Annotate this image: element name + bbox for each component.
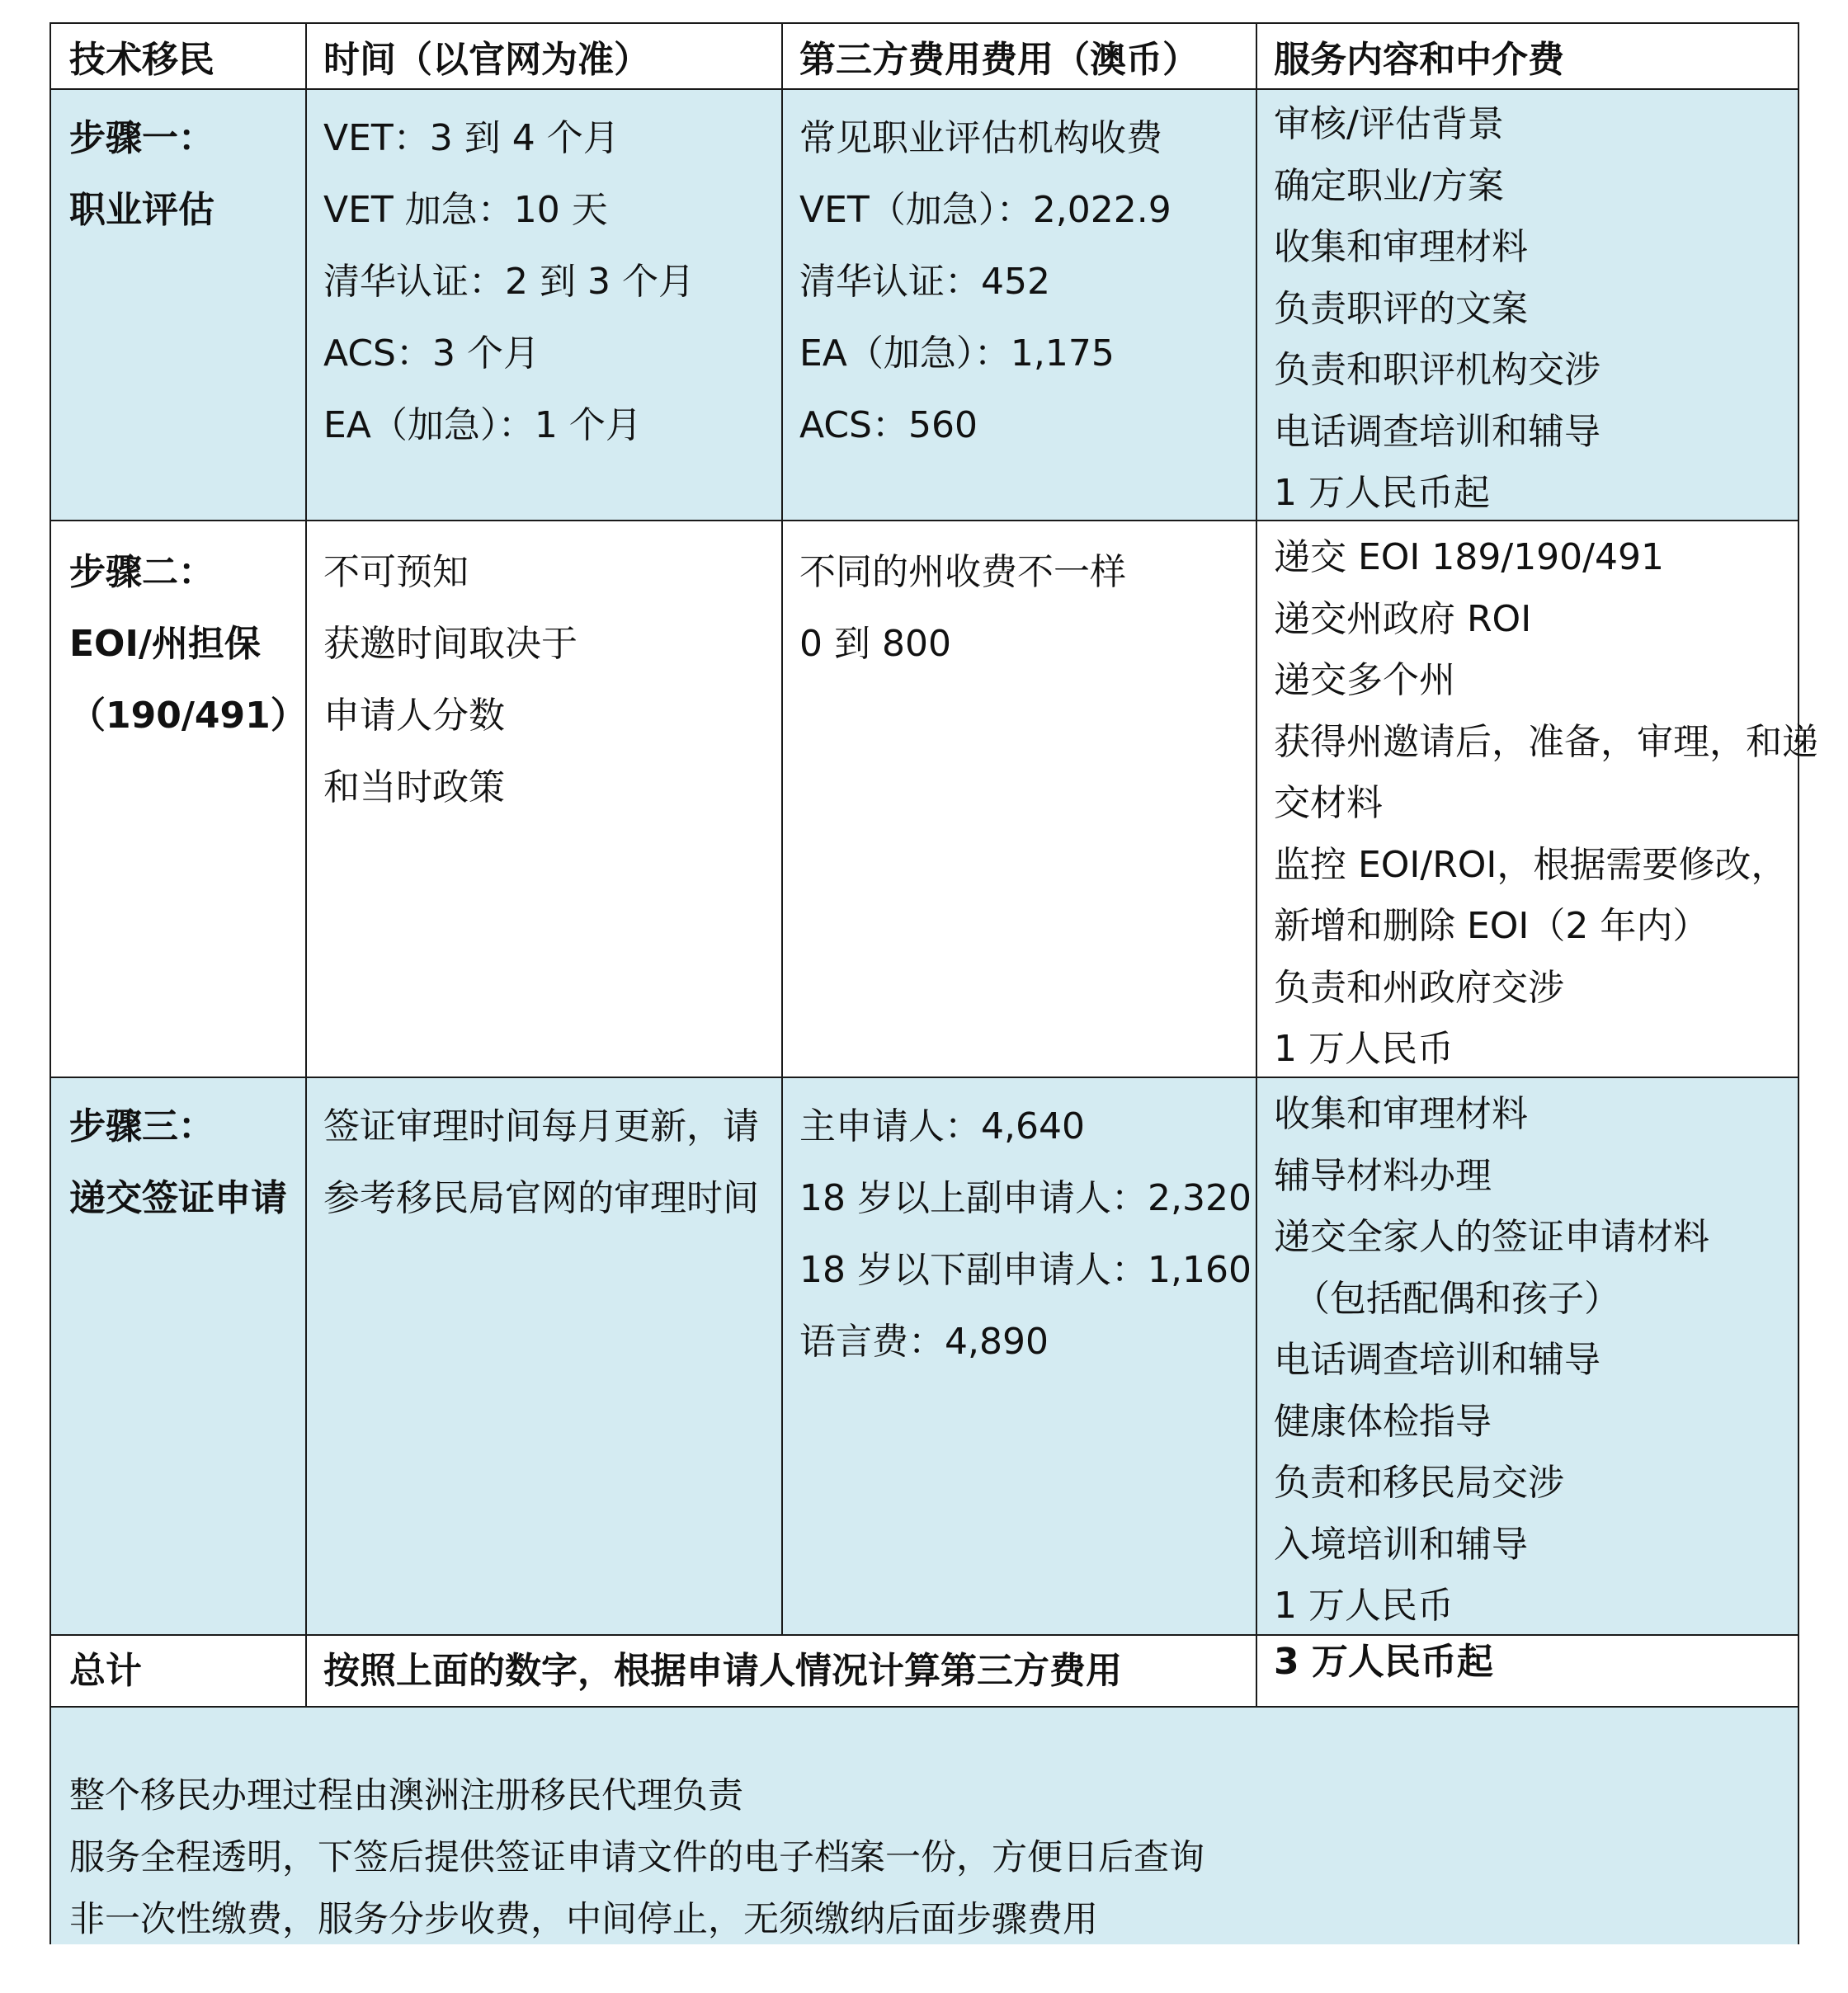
service-item: 负责和职评机构交涉: [1274, 349, 1600, 391]
total-label: 总计: [69, 1650, 142, 1692]
time-item: 申请人分数: [323, 695, 505, 737]
service-item: 收集和审理材料: [1274, 1093, 1528, 1135]
service-item: 收集和审理材料: [1274, 226, 1528, 268]
header-label: 时间（以官网为准）: [323, 39, 650, 81]
service-item: 电话调查培训和辅导: [1274, 410, 1600, 453]
service-item: 获得州邀请后，准备，审理，和递: [1274, 720, 1818, 763]
fee-item: 18 岁以下副申请人：1,160: [799, 1249, 1252, 1291]
step2-label-cell: [51, 536, 305, 751]
service-item: 确定职业/方案: [1274, 164, 1504, 207]
time-item: VET 加急：10 天: [323, 189, 608, 231]
fee-item: 18 岁以上副申请人：2,320: [799, 1177, 1252, 1219]
immigration-fee-table: [50, 22, 1818, 1944]
step-name: 递交签证申请: [69, 1177, 287, 1219]
service-price: 1 万人民币: [1274, 1585, 1454, 1627]
header-cell-category: [51, 24, 305, 96]
total-service-cell: [1256, 1626, 1799, 1698]
service-item: 健康体检指导: [1274, 1400, 1492, 1443]
service-item: 负责和移民局交涉: [1274, 1462, 1564, 1504]
step2-service-cell: [1256, 527, 1818, 1081]
service-item: 交材料: [1274, 782, 1383, 824]
service-item: 递交 EOI 189/190/491: [1274, 536, 1664, 578]
step3-fee-cell: [781, 1091, 1256, 1378]
step3-service-cell: [1256, 1084, 1799, 1637]
fee-item: 不同的州收费不一样: [799, 551, 1126, 593]
step3-label-cell: [51, 1091, 305, 1234]
header-label: 技术移民: [69, 39, 214, 81]
notes-cell: [51, 1765, 1799, 1951]
service-item: 监控 EOI/ROI，根据需要修改，: [1274, 843, 1788, 886]
step1-fee-cell: [781, 102, 1256, 461]
header-label: 服务内容和中介费: [1274, 39, 1564, 81]
fee-item: 常见职业评估机构收费: [799, 117, 1162, 159]
note-line: 非一次性缴费，服务分步收费，中间停止，无须缴纳后面步骤费用: [69, 1899, 1098, 1940]
step1-time-cell: [305, 102, 781, 461]
total-note-cell: [305, 1635, 1256, 1707]
service-item: 审核/评估背景: [1274, 103, 1504, 145]
fee-item: EA（加急）：1,175: [799, 332, 1115, 375]
time-item: 不可预知: [323, 551, 469, 593]
service-item: 递交全家人的签证申请材料: [1274, 1216, 1709, 1258]
step1-label-cell: [51, 102, 305, 246]
time-item: VET：3 到 4 个月: [323, 117, 620, 159]
step-title: 步骤二：: [69, 551, 214, 593]
fee-item: 清华认证：452: [799, 261, 1050, 303]
fee-item: VET（加急）：2,022.9: [799, 189, 1172, 231]
step3-time-cell: [305, 1091, 781, 1234]
service-item: 电话调查培训和辅导: [1274, 1339, 1600, 1381]
note-line: 服务全程透明，下签后提供签证申请文件的电子档案一份，方便日后查询: [69, 1837, 1204, 1878]
total-service-fee: 3 万人民币起: [1274, 1641, 1493, 1683]
total-label-cell: [51, 1635, 305, 1707]
time-item: 参考移民局官网的审理时间: [323, 1177, 759, 1219]
header-cell-time: [305, 24, 781, 96]
service-item: 递交多个州: [1274, 659, 1455, 701]
time-item: 获邀时间取决于: [323, 623, 578, 665]
fee-item: 0 到 800: [799, 623, 951, 665]
fee-item: ACS：560: [799, 404, 978, 446]
step1-service-cell: [1256, 94, 1799, 525]
step-title: 步骤一：: [69, 117, 214, 159]
service-item: 递交州政府 ROI: [1274, 597, 1532, 640]
step-title: 步骤三：: [69, 1105, 214, 1147]
service-item: 负责和州政府交涉: [1274, 966, 1564, 1009]
header-cell-service: [1256, 24, 1799, 96]
header-label: 第三方费用费用（澳币）: [799, 39, 1199, 81]
time-item: 和当时政策: [323, 766, 505, 808]
fee-item: 语言费：4,890: [799, 1321, 1049, 1363]
step-name: 职业评估: [69, 189, 214, 231]
service-item: 负责职评的文案: [1274, 287, 1528, 330]
fee-item: 主申请人：4,640: [799, 1105, 1085, 1147]
service-item: 入境培训和辅导: [1274, 1523, 1528, 1566]
service-price: 1 万人民币: [1274, 1028, 1454, 1070]
service-price: 1 万人民币起: [1274, 472, 1490, 514]
header-cell-third-party-fee: [781, 24, 1256, 96]
step-name: EOI/州担保: [69, 623, 261, 665]
service-item: 辅导材料办理: [1274, 1154, 1492, 1197]
total-note: 按照上面的数字，根据申请人情况计算第三方费用: [323, 1650, 1122, 1692]
step2-fee-cell: [781, 536, 1256, 680]
service-item: （包括配偶和孩子）: [1294, 1277, 1620, 1320]
time-item: EA（加急）：1 个月: [323, 404, 642, 446]
note-line: 整个移民办理过程由澳洲注册移民代理负责: [69, 1775, 743, 1816]
time-item: 签证审理时间每月更新，请: [323, 1105, 759, 1147]
time-item: ACS：3 个月: [323, 332, 540, 375]
step-subname: （190/491）: [69, 695, 307, 737]
time-item: 清华认证：2 到 3 个月: [323, 261, 695, 303]
step2-time-cell: [305, 536, 781, 823]
service-item: 新增和删除 EOI（2 年内）: [1274, 905, 1709, 947]
